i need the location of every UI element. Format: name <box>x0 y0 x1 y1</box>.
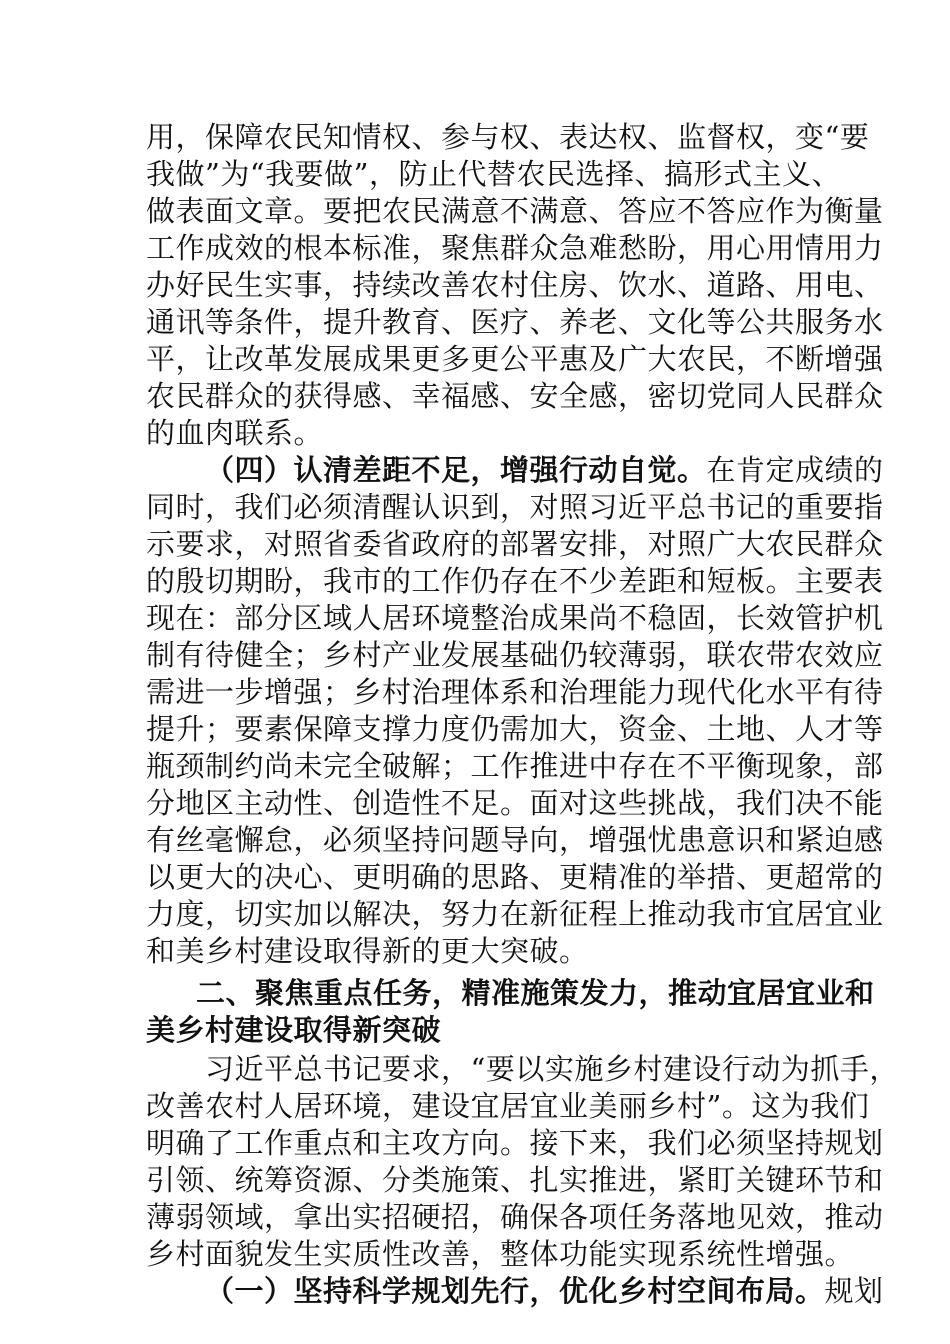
text-line: 通讯等条件，提升教育、医疗、养老、文化等公共服务水 <box>146 305 884 339</box>
text-line: 引领、统筹资源、分类施策、扎实推进，紧盯关键环节和 <box>146 1163 884 1197</box>
text-line: 做表面文章。要把农民满意不满意、答应不答应作为衡量 <box>146 194 884 228</box>
text-line: 分地区主动性、创造性不足。面对这些挑战，我们决不能 <box>146 786 884 820</box>
text-line: 的殷切期盼，我市的工作仍存在不少差距和短板。主要表 <box>146 564 884 598</box>
text-line: 的血肉联系。 <box>146 416 324 450</box>
text-line: 示要求，对照省委省政府的部署安排，对照广大农民群众 <box>146 527 884 561</box>
chapter-heading-continued: 美乡村建设取得新突破 <box>146 1013 442 1047</box>
text-line: 现在：部分区域人居环境整治成果尚不稳固，长效管护机 <box>146 601 884 635</box>
text-line: 工作成效的根本标准，聚焦群众急难愁盼，用心用情用力 <box>146 231 884 265</box>
paragraph-first-line <box>205 453 884 487</box>
text-line: 同时，我们必须清醒认识到，对照习近平总书记的重要指 <box>146 490 884 524</box>
text-line: 提升；要素保障支撑力度仍需加大，资金、土地、人才等 <box>146 712 884 746</box>
text-line: 制有待健全；乡村产业发展基础仍较薄弱，联农带农效应 <box>146 638 884 672</box>
text-line: 农民群众的获得感、幸福感、安全感，密切党同人民群众 <box>146 379 884 413</box>
text-line: 和美乡村建设取得新的更大突破。 <box>146 934 589 968</box>
section-heading-1: （一）坚持科学规划先行，优化乡村空间布局。 <box>205 1274 825 1308</box>
text-fragment: 规划 <box>824 1274 884 1308</box>
text-line: 有丝毫懈怠，必须坚持问题导向，增强忧患意识和紧迫感 <box>146 823 884 857</box>
text-line: 明确了工作重点和主攻方向。接下来，我们必须坚持规划 <box>146 1126 884 1160</box>
text-line: 改善农村人居环境，建设宜居宜业美丽乡村”。这为我们 <box>146 1089 870 1123</box>
section-heading-4: （四）认清差距不足，增强行动自觉。 <box>205 453 707 487</box>
paragraph-first-line <box>205 1274 884 1308</box>
text-fragment: 在肯定成绩的 <box>706 453 884 487</box>
text-line: 办好民生实事，持续改善农村住房、饮水、道路、用电、 <box>146 268 884 302</box>
text-line: 力度，切实加以解决，努力在新征程上推动我市宜居宜业 <box>146 897 884 931</box>
text-line: 用，保障农民知情权、参与权、表达权、监督权，变“要 <box>146 120 870 154</box>
text-line: 平，让改革发展成果更多更公平惠及广大农民，不断增强 <box>146 342 884 376</box>
text-line: 我做”为“我要做”，防止代替农民选择、搞形式主义、 <box>146 157 841 191</box>
text-line: 以更大的决心、更明确的思路、更精准的举措、更超常的 <box>146 860 884 894</box>
text-line: 需进一步增强；乡村治理体系和治理能力现代化水平有待 <box>146 675 884 709</box>
chapter-heading: 二、聚焦重点任务，精准施策发力，推动宜居宜业和 <box>196 976 875 1010</box>
text-line: 薄弱领域，拿出实招硬招，确保各项任务落地见效，推动 <box>146 1200 884 1234</box>
text-line: 乡村面貌发生实质性改善，整体功能实现系统性增强。 <box>146 1237 855 1271</box>
text-line: 习近平总书记要求，“要以实施乡村建设行动为抓手， <box>205 1052 899 1086</box>
text-line: 瓶颈制约尚未完全破解；工作推进中存在不平衡现象，部 <box>146 749 884 783</box>
